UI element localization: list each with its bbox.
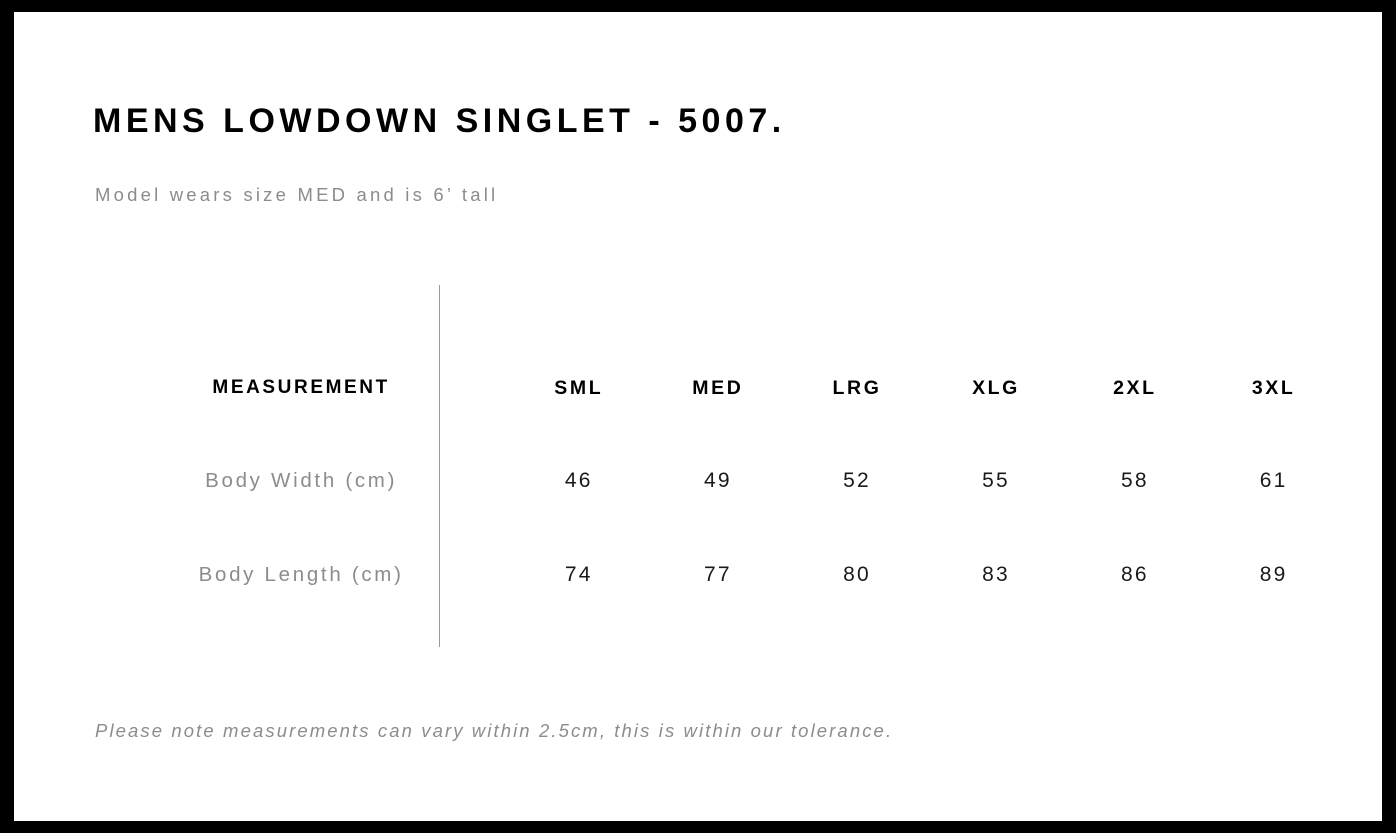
column-header-size-0: SML [554,376,604,399]
model-note: Model wears size MED and is 6’ tall [95,184,499,205]
cell-body-width-xlg: 55 [982,469,1010,492]
column-header-size-3: XLG [972,376,1020,399]
cell-body-width-sml: 46 [564,469,593,492]
cell-body-length-lrg: 80 [843,563,871,586]
table-row [93,528,1343,622]
cell-body-length-xlg: 83 [982,563,1010,586]
cell-body-length-sml: 74 [564,563,593,586]
cell-body-width-2xl: 58 [1120,469,1149,492]
cell-body-width-med: 49 [703,469,732,492]
page-title: MENS LOWDOWN SINGLET - 5007. [93,102,786,140]
cell-body-length-med: 77 [703,563,732,586]
size-chart-table [93,342,1343,622]
tolerance-note: Please note measurements can vary within 2.5cm, this is within our tolerance. [95,720,894,741]
cell-body-length-2xl: 86 [1120,563,1149,586]
column-header-size-5: 3XL [1251,376,1296,399]
row-label-body-length: Body Length (cm) [198,563,404,586]
size-chart-page [14,12,1382,821]
column-header-size-1: MED [692,376,744,399]
cell-body-length-3xl: 89 [1259,563,1288,586]
table-header-row [93,342,1343,434]
table-row [93,434,1343,528]
column-header-size-4: 2XL [1113,376,1157,399]
cell-body-width-lrg: 52 [843,469,871,492]
column-header-measurement: MEASUREMENT [212,377,390,398]
cell-body-width-3xl: 61 [1259,469,1288,492]
column-header-size-2: LRG [832,376,882,399]
row-label-body-width: Body Width (cm) [205,469,398,492]
content-area [93,12,1343,821]
